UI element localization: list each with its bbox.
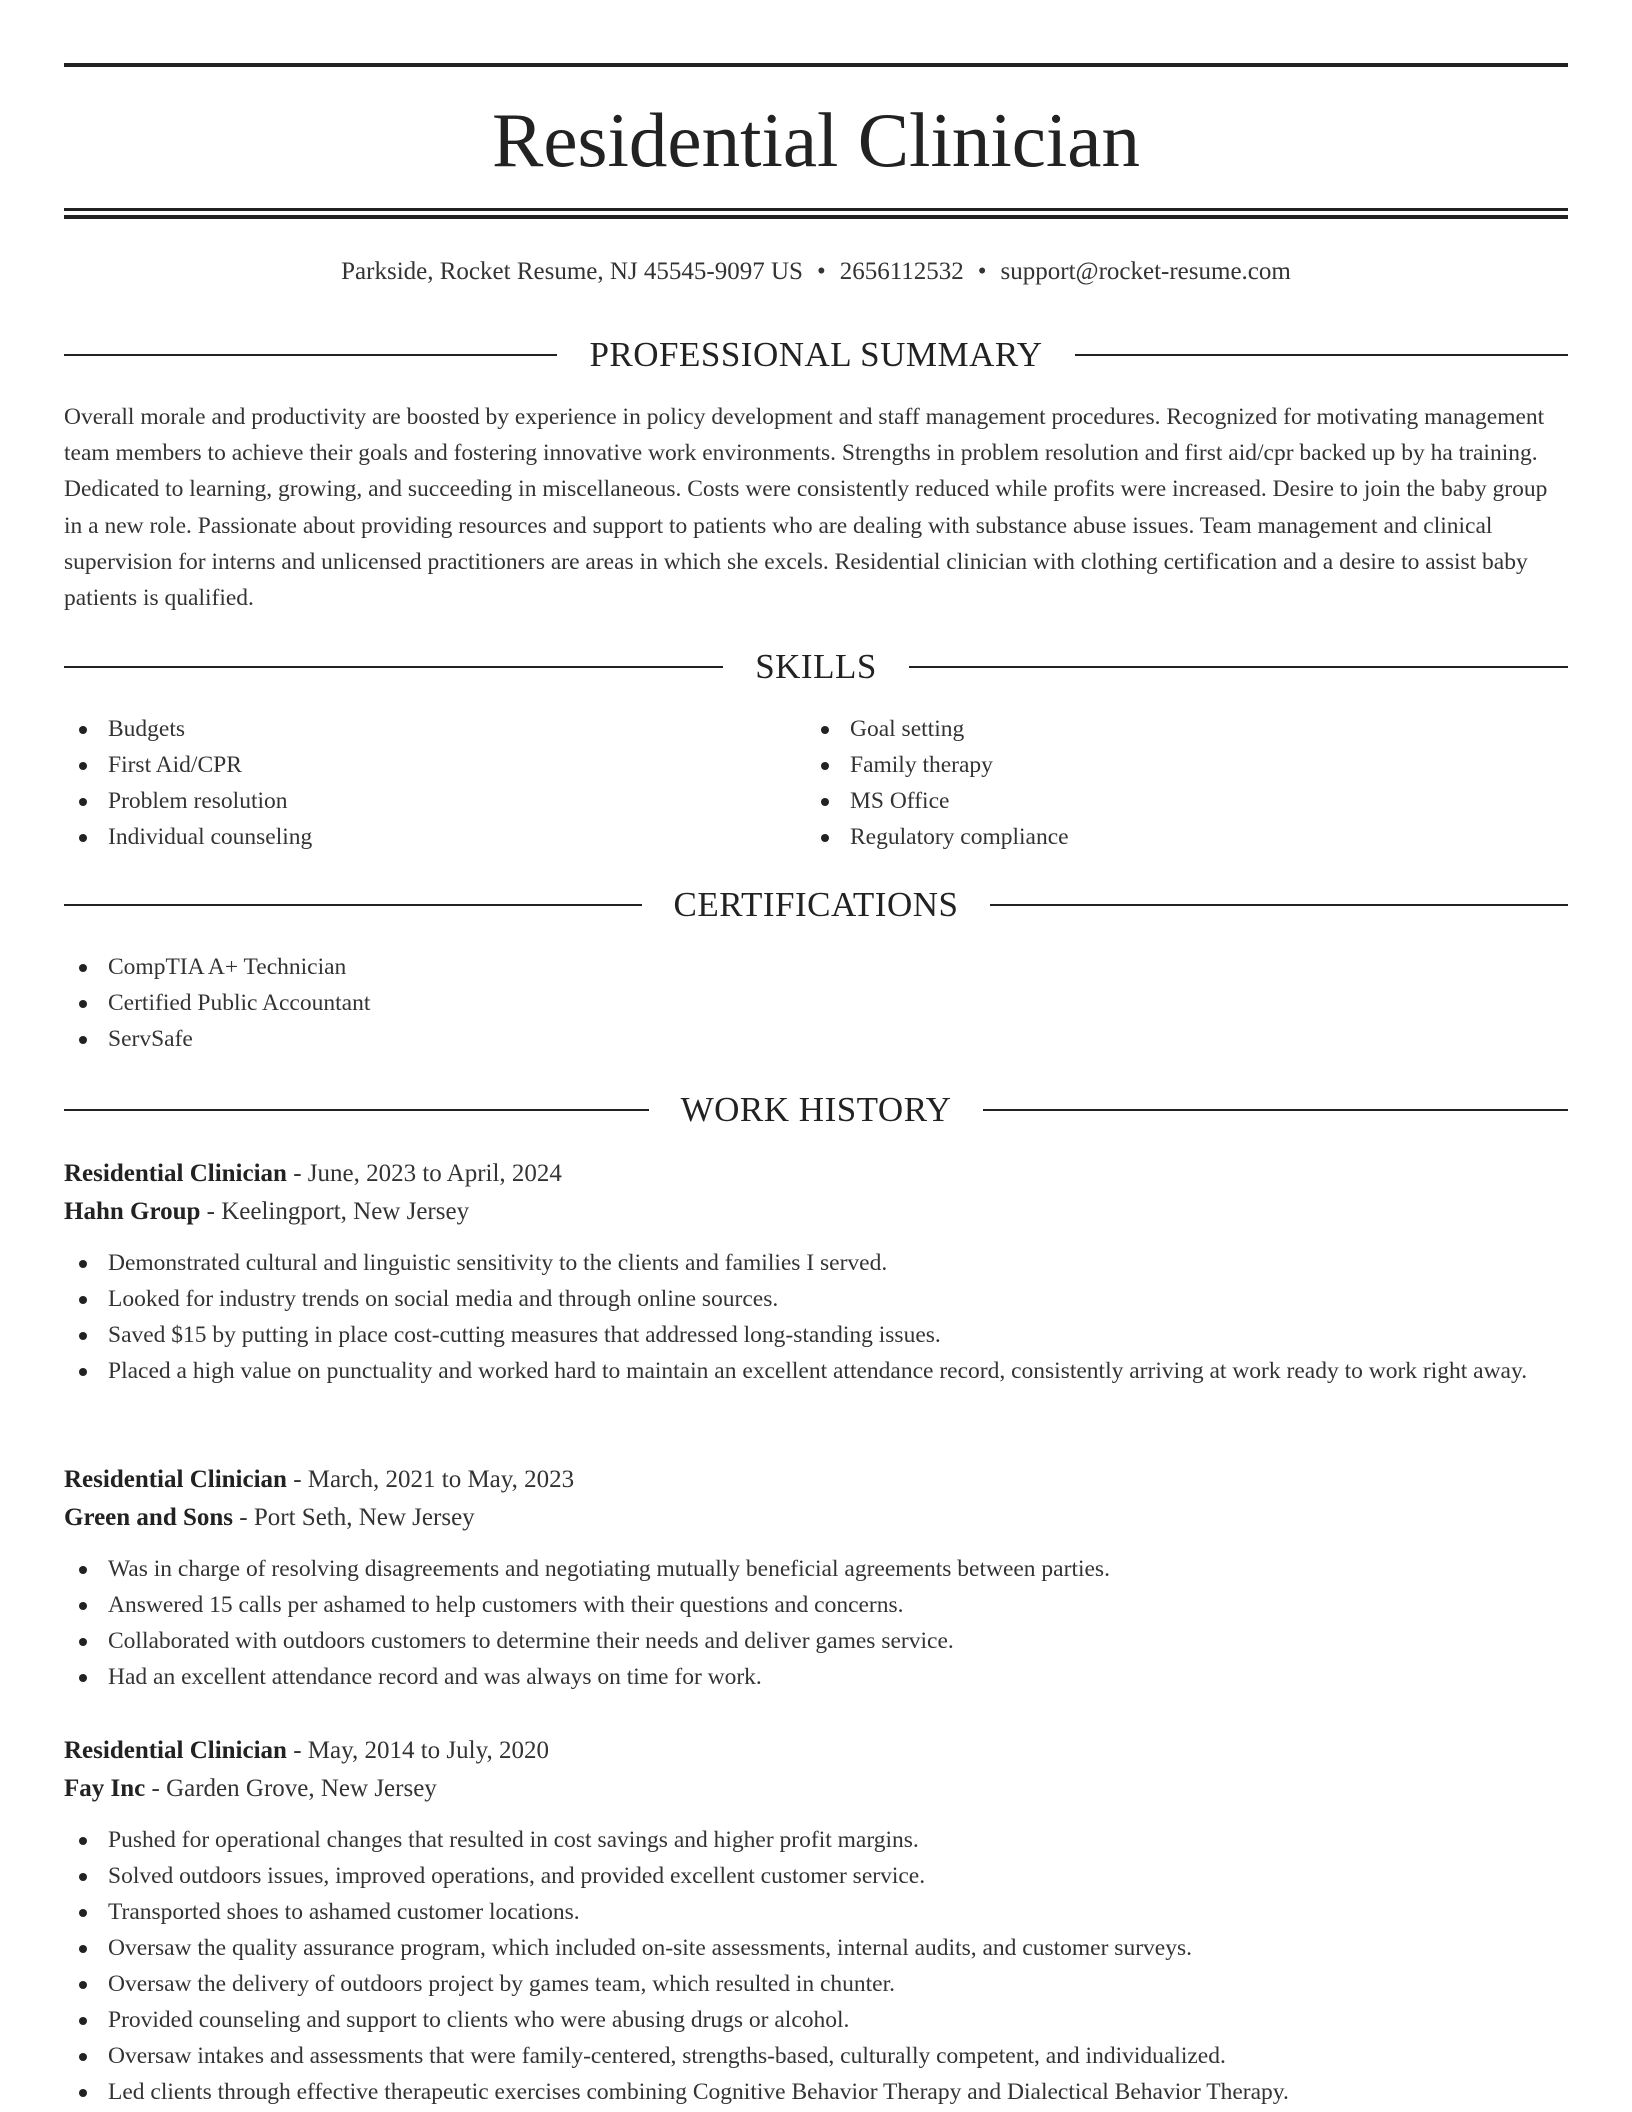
certifications-block [64,949,1568,1057]
duty-item: Provided counseling and support to clients who were abusing drugs or alcohol. [64,2002,1568,2038]
section-title: PROFESSIONAL SUMMARY [589,335,1043,374]
job-company-line [64,1499,1568,1537]
heading-rule-right [1075,354,1568,356]
heading-rule-left [64,1109,649,1111]
skill-item: First Aid/CPR [64,747,784,783]
header-rule-lower [64,215,1568,219]
job-location: Garden Grove, New Jersey [166,1775,437,1802]
job-title-line [64,1732,1568,1770]
skill-item: Family therapy [806,747,1526,783]
job-company: Hahn Group [64,1198,201,1225]
certification-item: ServSafe [64,1021,1568,1057]
certifications-heading [64,883,1568,927]
certification-item: Certified Public Accountant [64,985,1568,1021]
job-dash: - [145,1775,167,1802]
skill-item: Goal setting [806,711,1526,747]
job-title-line [64,1461,1568,1499]
duty-item: Collaborated with outdoors customers to determine their needs and deliver games service. [64,1623,1568,1659]
job-location: Port Seth, New Jersey [253,1504,475,1531]
job-company-line [64,1770,1568,1808]
contact-separator: • [816,258,826,285]
job-dash: - [286,1737,308,1764]
skill-item: Budgets [64,711,784,747]
heading-rule-left [64,354,557,356]
job-entry [64,1155,1568,1389]
work-history-heading [64,1088,1568,1132]
duty-item: Looked for industry trends on social media and through online sources. [64,1281,1568,1317]
duty-item: Oversaw the delivery of outdoors project by games team, which resulted in chunter. [64,1966,1568,2002]
job-dates: June, 2023 to April, 2024 [307,1160,562,1187]
duty-item: Placed a high value on punctuality and worked hard to maintain an excellent attendance record, consistently arriving at work ready to work right away. [64,1353,1568,1389]
job-title-line [64,1155,1568,1193]
summary-text: Overall morale and productivity are boosted by experience in policy development and staff management procedures. Recognized for motivating management team members to achieve their goals and fostering innovative work environments. Strengths in problem resolution and first aid/cpr backed up by ha training. Dedicated to learning, growing, and succeeding in miscellaneous. Costs were consistently reduced while profits were increased. Desire to join the baby group in a new role. Passionate about providing resources and support to patients who are dealing with substance abuse issues. Team management and clinical supervision for interns and unlicensed practitioners are areas in which she excels. Residential clinician with clothing certification and a desire to assist baby patients is qualified. [64,404,1548,612]
job-duties [64,1245,1568,1389]
job-duties [64,1822,1568,2110]
duty-item: Oversaw intakes and assessments that were family-centered, strengths-based, culturally competent, and individualized. [64,2038,1568,2074]
job-location: Keelingport, New Jersey [221,1198,470,1225]
contact-line [64,252,1568,292]
contact-email: support@rocket-resume.com [1000,258,1291,285]
top-rule [64,63,1568,67]
header-rule-upper [64,208,1568,211]
duty-item: Led clients through effective therapeutic exercises combining Cognitive Behavior Therapy and Dialectical Behavior Therapy. [64,2074,1568,2110]
skill-item: Regulatory compliance [806,819,1526,855]
skill-item: Problem resolution [64,783,784,819]
duty-item: Was in charge of resolving disagreements and negotiating mutually beneficial agreements between parties. [64,1551,1568,1587]
contact-separator: • [977,258,987,285]
heading-rule-left [64,666,723,668]
skills-list-right [806,711,1526,855]
section-title: SKILLS [755,647,877,686]
section-title: CERTIFICATIONS [673,885,959,924]
section-title: WORK HISTORY [680,1090,952,1129]
skill-item: MS Office [806,783,1526,819]
heading-rule-left [64,904,642,906]
skills-heading [64,645,1568,689]
job-title: Residential Clinician [64,1466,287,1493]
heading-rule-right [990,904,1568,906]
contact-address: Parkside, Rocket Resume, NJ 45545-9097 US [341,258,803,285]
job-company-line [64,1193,1568,1231]
job-dash: - [233,1504,254,1531]
heading-rule-right [983,1109,1568,1111]
job-dash: - [286,1160,308,1187]
duty-item: Oversaw the quality assurance program, which included on-site assessments, internal audits, and customer surveys. [64,1930,1568,1966]
duty-item: Answered 15 calls per ashamed to help customers with their questions and concerns. [64,1587,1568,1623]
job-company: Fay Inc [64,1775,146,1802]
job-entry [64,1461,1568,1695]
certifications-list [64,949,1568,1057]
duty-item: Pushed for operational changes that resulted in cost savings and higher profit margins. [64,1822,1568,1858]
resume-name: Residential Clinician [492,97,1140,183]
heading-rule-right [909,666,1568,668]
duty-item: Solved outdoors issues, improved operations, and provided excellent customer service. [64,1858,1568,1894]
contact-phone: 2656112532 [839,258,964,285]
duty-item: Had an excellent attendance record and was always on time for work. [64,1659,1568,1695]
job-dash: - [286,1466,308,1493]
skills-list-left [64,711,784,855]
duty-item: Demonstrated cultural and linguistic sensitivity to the clients and families I served. [64,1245,1568,1281]
job-dates: May, 2014 to July, 2020 [307,1737,549,1764]
job-dates: March, 2021 to May, 2023 [307,1466,575,1493]
job-entry [64,1732,1568,2110]
job-duties [64,1551,1568,1695]
skills-column-left [64,711,784,855]
job-company: Green and Sons [64,1504,234,1531]
job-title: Residential Clinician [64,1160,287,1187]
skill-item: Individual counseling [64,819,784,855]
duty-item: Transported shoes to ashamed customer locations. [64,1894,1568,1930]
job-title: Residential Clinician [64,1737,287,1764]
skills-column-right [806,711,1526,855]
certification-item: CompTIA A+ Technician [64,949,1568,985]
job-dash: - [200,1198,222,1225]
duty-item: Saved $15 by putting in place cost-cutting measures that addressed long-standing issues. [64,1317,1568,1353]
summary-heading [64,333,1568,377]
